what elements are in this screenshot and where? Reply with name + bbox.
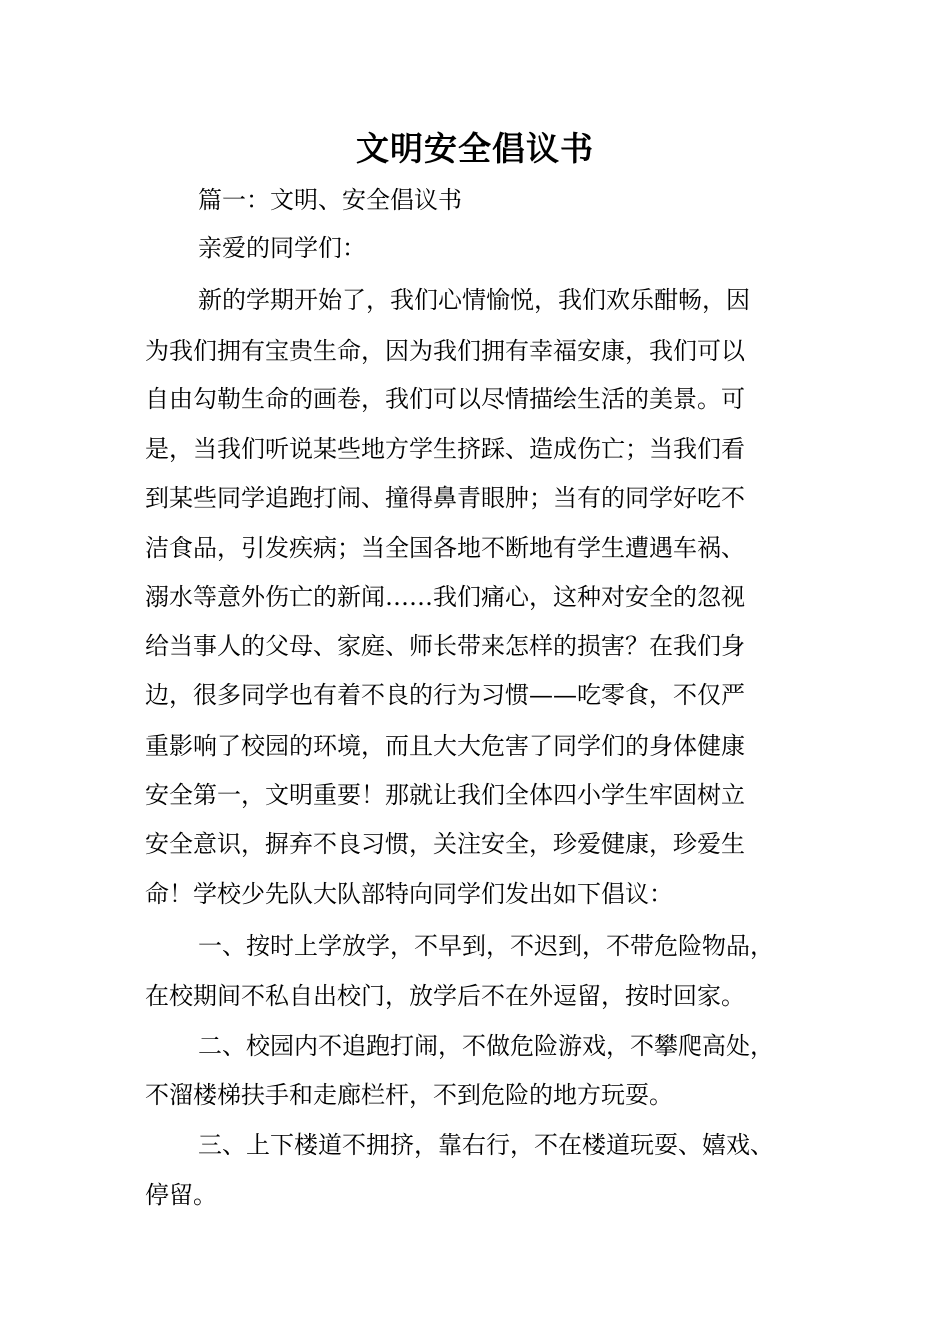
paragraph-line: 命！学校少先队大队部特向同学们发出如下倡议： xyxy=(145,880,673,908)
paragraph-line: 溺水等意外伤亡的新闻……我们痛心，这种对安全的忽视 xyxy=(145,583,745,611)
paragraph-line: 到某些同学追跑打闹、撞得鼻青眼肿；当有的同学好吃不 xyxy=(145,484,745,512)
item-line: 一、按时上学放学，不早到，不迟到，不带危险物品， xyxy=(198,932,774,960)
document-title: 文明安全倡议书 xyxy=(356,129,594,168)
item-line: 在校期间不私自出校门，放学后不在外逗留，按时回家。 xyxy=(145,982,745,1010)
document-subtitle: 篇一：文明、安全倡议书 xyxy=(198,186,462,214)
paragraph-line: 边，很多同学也有着不良的行为习惯——吃零食，不仅严 xyxy=(145,681,745,709)
item-line: 停留。 xyxy=(145,1181,217,1209)
paragraph-line: 洁食品，引发疾病；当全国各地不断地有学生遭遇车祸、 xyxy=(145,534,745,562)
paragraph-line: 安全意识，摒弃不良习惯，关注安全，珍爱健康，珍爱生 xyxy=(145,830,745,858)
paragraph-line: 新的学期开始了，我们心情愉悦，我们欢乐酣畅，因 xyxy=(198,286,750,314)
item-line: 不溜楼梯扶手和走廊栏杆，不到危险的地方玩耍。 xyxy=(145,1081,673,1109)
item-line: 二、校园内不追跑打闹，不做危险游戏，不攀爬高处， xyxy=(198,1032,774,1060)
paragraph-line: 为我们拥有宝贵生命，因为我们拥有幸福安康，我们可以 xyxy=(145,337,745,365)
paragraph-line: 重影响了校园的环境，而且大大危害了同学们的身体健康 xyxy=(145,732,745,760)
paragraph-line: 是，当我们听说某些地方学生挤踩、造成伤亡；当我们看 xyxy=(145,435,745,463)
paragraph-line: 安全第一，文明重要！那就让我们全体四小学生牢固树立 xyxy=(145,781,745,809)
paragraph-line: 自由勾勒生命的画卷，我们可以尽情描绘生活的美景。可 xyxy=(145,385,745,413)
item-line: 三、上下楼道不拥挤，靠右行，不在楼道玩耍、嬉戏、 xyxy=(198,1131,774,1159)
salutation: 亲爱的同学们： xyxy=(198,234,366,262)
paragraph-line: 给当事人的父母、家庭、师长带来怎样的损害？在我们身 xyxy=(145,632,745,660)
